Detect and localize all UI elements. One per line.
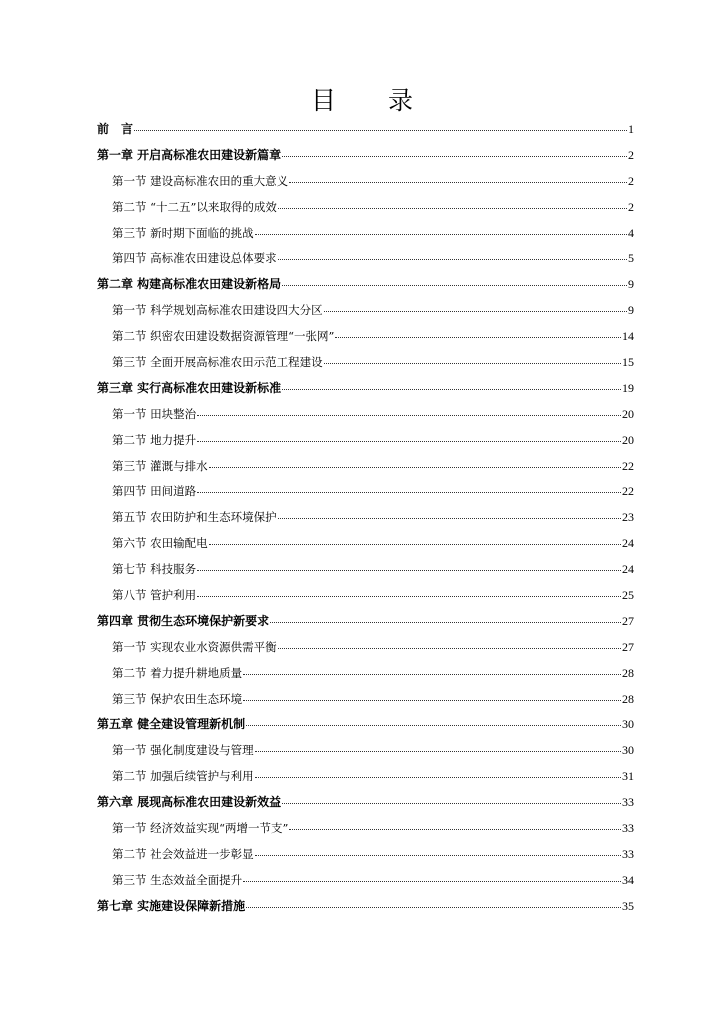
toc-entry-label: 第三节 新时期下面临的挑战: [112, 225, 254, 240]
toc-chapter-entry[interactable]: [97, 376, 634, 402]
table-of-contents: [97, 117, 634, 920]
toc-dot-leader: [209, 532, 621, 545]
toc-entry-label: 第一节 建设高标准农田的重大意义: [112, 173, 289, 188]
toc-dot-leader: [278, 506, 621, 519]
toc-entry-label: 第三节 保护农田生态环境: [112, 691, 243, 706]
toc-section-entry[interactable]: [97, 298, 634, 324]
toc-dot-leader: [335, 325, 621, 338]
toc-entry-label: 第三节 生态效益全面提升: [112, 872, 243, 887]
toc-section-entry[interactable]: [97, 764, 634, 790]
toc-section-entry[interactable]: [97, 738, 634, 764]
toc-page-number: 2: [628, 173, 634, 188]
toc-dot-leader: [243, 688, 621, 701]
toc-page-number: 24: [622, 536, 634, 551]
toc-page-number: 28: [622, 691, 634, 706]
toc-page-number: 24: [622, 562, 634, 577]
toc-section-entry[interactable]: [97, 687, 634, 713]
toc-page-number: 14: [622, 329, 634, 344]
toc-section-entry[interactable]: [97, 195, 634, 221]
toc-page-number: 27: [622, 639, 634, 654]
toc-chapter-entry[interactable]: [97, 272, 634, 298]
toc-entry-label: 第一章 开启高标准农田建设新篇章: [97, 147, 282, 162]
toc-section-entry[interactable]: [97, 246, 634, 272]
toc-dot-leader: [134, 118, 627, 131]
toc-section-entry[interactable]: [97, 842, 634, 868]
toc-dot-leader: [243, 662, 621, 675]
toc-chapter-entry[interactable]: [97, 609, 634, 635]
toc-page-number: 30: [622, 717, 634, 732]
toc-chapter-entry[interactable]: [97, 143, 634, 169]
toc-entry-label: 第六章 展现高标准农田建设新效益: [97, 795, 282, 810]
toc-dot-leader: [282, 144, 627, 157]
toc-dot-leader: [324, 351, 621, 364]
toc-dot-leader: [282, 273, 627, 286]
toc-section-entry[interactable]: [97, 816, 634, 842]
toc-page-number: 9: [628, 277, 634, 292]
toc-dot-leader: [246, 713, 621, 726]
toc-page-number: 20: [622, 406, 634, 421]
toc-chapter-entry[interactable]: [97, 712, 634, 738]
toc-page-number: 2: [628, 199, 634, 214]
toc-page-number: 34: [622, 872, 634, 887]
toc-entry-label: 第一节 田块整治: [112, 406, 197, 421]
toc-page-number: 25: [622, 588, 634, 603]
page-title: 目 录: [311, 86, 435, 115]
toc-page-number: 2: [628, 147, 634, 162]
toc-dot-leader: [243, 869, 621, 882]
toc-dot-leader: [278, 636, 621, 649]
toc-page-number: 1: [628, 122, 634, 136]
toc-entry-label: 第二章 构建高标准农田建设新格局: [97, 277, 282, 292]
toc-entry-label: 前 言: [97, 122, 134, 136]
toc-entry-label: 第一节 实现农业水资源供需平衡: [112, 639, 277, 654]
toc-page-number: 9: [628, 303, 634, 318]
toc-entry-label: 第八节 管护利用: [112, 588, 197, 603]
toc-section-entry[interactable]: [97, 324, 634, 350]
toc-section-entry[interactable]: [97, 531, 634, 557]
toc-entry-label: 第三章 实行高标准农田建设新标准: [97, 380, 282, 395]
toc-dot-leader: [209, 455, 621, 468]
toc-dot-leader: [197, 403, 621, 416]
toc-entry-label: 第三节 灌溉与排水: [112, 458, 208, 473]
toc-section-entry[interactable]: [97, 221, 634, 247]
toc-section-entry[interactable]: [97, 428, 634, 454]
toc-dot-leader: [324, 299, 627, 312]
toc-section-entry[interactable]: [97, 557, 634, 583]
toc-dot-leader: [197, 429, 621, 442]
toc-dot-leader: [270, 610, 621, 623]
toc-dot-leader: [289, 170, 627, 183]
toc-entry-label: 第二节 织密农田建设数据资源管理“一张网”: [112, 329, 335, 344]
toc-entry-label: 第六节 农田输配电: [112, 536, 208, 551]
toc-section-entry[interactable]: [97, 169, 634, 195]
toc-section-entry[interactable]: [97, 583, 634, 609]
toc-dot-leader: [197, 558, 621, 571]
toc-page-number: 22: [622, 458, 634, 473]
toc-entry-label: 第二节 地力提升: [112, 432, 197, 447]
toc-entry-label: 第七节 科技服务: [112, 562, 197, 577]
toc-page-number: 22: [622, 484, 634, 499]
toc-entry-label: 第一节 经济效益实现“两增一节支”: [112, 821, 289, 836]
toc-dot-leader: [282, 791, 621, 804]
toc-chapter-entry[interactable]: [97, 894, 634, 920]
toc-dot-leader: [278, 196, 627, 209]
toc-entry-label: 第五节 农田防护和生态环境保护: [112, 510, 277, 525]
toc-dot-leader: [255, 843, 621, 856]
toc-dot-leader: [255, 765, 621, 778]
toc-section-entry[interactable]: [97, 454, 634, 480]
toc-page-number: 31: [622, 769, 634, 784]
toc-entry-label: 第四章 贯彻生态环境保护新要求: [97, 613, 270, 628]
toc-entry-label: 第五章 健全建设管理新机制: [97, 717, 246, 732]
toc-page-number: 30: [622, 743, 634, 758]
toc-entry-label: 第四节 高标准农田建设总体要求: [112, 251, 277, 266]
toc-entry-label: 第二节 社会效益进一步彰显: [112, 846, 254, 861]
toc-section-entry[interactable]: [97, 479, 634, 505]
toc-page-number: 28: [622, 665, 634, 680]
toc-page-number: 20: [622, 432, 634, 447]
toc-page-number: 33: [622, 846, 634, 861]
toc-dot-leader: [246, 895, 621, 908]
toc-section-entry[interactable]: [97, 402, 634, 428]
toc-dot-leader: [255, 739, 621, 752]
toc-section-entry[interactable]: [97, 868, 634, 894]
toc-section-entry[interactable]: [97, 505, 634, 531]
toc-page-number: 23: [622, 510, 634, 525]
toc-entry-label: 第一节 科学规划高标准农田建设四大分区: [112, 303, 323, 318]
toc-dot-leader: [255, 222, 627, 235]
toc-page-number: 5: [628, 251, 634, 266]
toc-section-entry[interactable]: [97, 635, 634, 661]
toc-entry-label: 第三节 全面开展高标准农田示范工程建设: [112, 355, 323, 370]
toc-page-number: 4: [628, 225, 634, 240]
toc-section-entry[interactable]: [97, 661, 634, 687]
toc-entry-label: 第四节 田间道路: [112, 484, 197, 499]
toc-dot-leader: [197, 584, 621, 597]
toc-entry-label: 第二节 加强后续管护与利用: [112, 769, 254, 784]
toc-dot-leader: [289, 817, 621, 830]
toc-entry-label: 第一节 强化制度建设与管理: [112, 743, 254, 758]
toc-chapter-entry[interactable]: [97, 117, 634, 143]
toc-entry-label: 第二节 “十二五”以来取得的成效: [112, 199, 277, 214]
toc-page-number: 15: [622, 355, 634, 370]
toc-entry-label: 第七章 实施建设保障新措施: [97, 898, 246, 913]
toc-dot-leader: [278, 247, 627, 260]
toc-page-number: 33: [622, 795, 634, 810]
toc-page-number: 19: [622, 380, 634, 395]
toc-page-number: 27: [622, 613, 634, 628]
toc-dot-leader: [282, 377, 621, 390]
toc-chapter-entry[interactable]: [97, 790, 634, 816]
toc-section-entry[interactable]: [97, 350, 634, 376]
toc-page-number: 33: [622, 821, 634, 836]
toc-entry-label: 第二节 着力提升耕地质量: [112, 665, 243, 680]
toc-dot-leader: [197, 480, 621, 493]
toc-page-number: 35: [622, 898, 634, 913]
